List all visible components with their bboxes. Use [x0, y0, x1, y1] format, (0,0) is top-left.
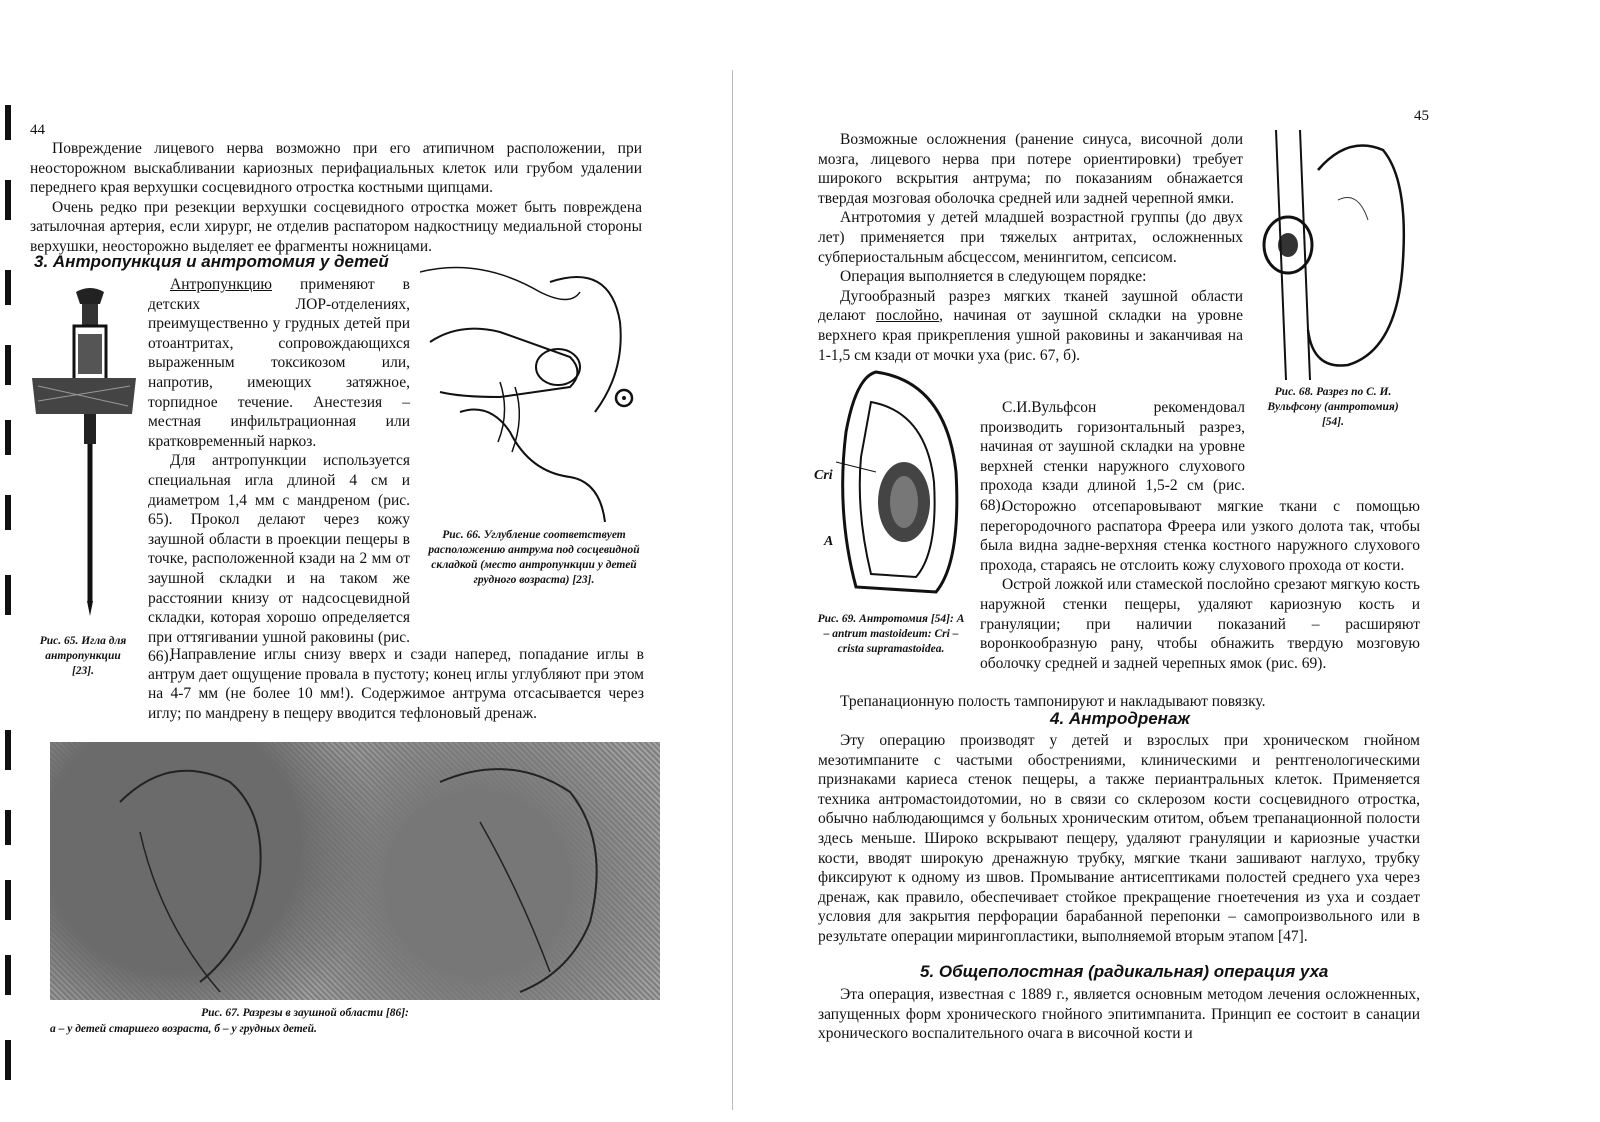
antrotomy-figure — [816, 362, 966, 602]
ear-figure — [1258, 130, 1408, 380]
section-heading: 5. Общеполостная (радикальная) операция уха — [920, 962, 1329, 981]
left-intro-text — [30, 139, 642, 257]
paragraph — [148, 275, 410, 451]
left-tail-text — [148, 645, 644, 723]
underlined-term: послойно — [876, 307, 940, 325]
right-page — [730, 0, 1600, 1122]
figure-caption: Рис. 66. Углубление соответствует расположению антрума под сосцевидной складкой (место антропункции у детей грудного возраста) [23]. — [428, 529, 640, 586]
paragraph: Трепанационную полость тампонируют и накладывают повязку. — [840, 693, 1266, 710]
right-bottom-text — [818, 731, 1420, 947]
section-heading: 3. Антропункция и антротомия у детей — [34, 252, 389, 271]
paragraph: Острой ложкой или стамеской послойно срезают мягкую кость наружной стенки пещеры, удаляют кариозную кость и грануляции; при наличии показаний – расширяют воронкообразную рану, чтобы обнажить твердую мозговую оболочку средней и задней черепных ямок (рис. 69). — [980, 576, 1420, 672]
figure-caption: а – у детей старшего возраста, б – у грудных детей. — [50, 1023, 317, 1035]
figure-label-a: A — [824, 534, 834, 549]
finger-figure — [420, 262, 650, 522]
paragraph: Очень редко при резекции верхушки сосцевидного отростка может быть повреждена затылочная артерия, если хирург, не отделив распатором надкостницу медиальной стороны верхушки, неосторожно выделяет ее фрагменты ножницами. — [30, 198, 642, 255]
paragraph: Направление иглы снизу вверх и сзади наперед, попадание иглы в антрум дает ощущение провала в пустоту; конец иглы углубляют при этом на 4-7 мм (не более 10 мм!). Содержимое антрума отсасывается через иглу; по мандрену в пещеру вводится тефлоновый дренаж. — [148, 646, 644, 722]
paragraph-text: , начиная от заушной складки на уровне верхнего края прикрепления ушной раковины и заканчивая на 1-1,5 см кзади от мочки уха (рис. 67, б). — [818, 307, 1243, 364]
paragraph: Повреждение лицевого нерва возможно при его атипичном расположении, при неосторожном выскабливании кариозных перифациальных клеток или грубом удалении переднего края верхушки сосцевидного отростка костными щипцами. — [30, 140, 642, 197]
paragraph: Эта операция, известная с 1889 г., является основным методом лечения осложненных, запущенных форм хронического гнойного эпитимпанита. Принцип ее состоит в санации хронического воспалительного очага в височной кости и — [818, 986, 1420, 1043]
section-heading: 4. Антродренаж — [1050, 709, 1190, 728]
paragraph: Антротомия у детей младшей возрастной группы (до двух лет) применяется при тяжелых антритах, осложненных субпериостальным абсцессом, менингитом, сепсисом. — [818, 209, 1243, 266]
needle-figure — [28, 286, 140, 626]
paragraph: Эту операцию производят у детей и взрослых при хроническом гнойном мезотимпаните с частыми обострениями, клиническими и рентгенологическими признаками кариеса стенок пещеры, а также периантральных клеток. Применяется техника антромастоидотомии, но в связи со склерозом кости сосцевидного отростка, обычно наблюдающимся у больных хроническим отитом, объем трепанационной полости здесь меньше. Широко вскрывают пещеру, удаляют грануляции и кариозные участки кости, вводят широкую дренажную трубку, мягкие ткани зашивают наглухо, трубку фиксируют к одному из швов. Промывание антисептиками полостей среднего уха через дренаж, как правило, обеспечивает стойкое прекращение гноетечения из уха и создает условия для закрытия перфорации барабанной перепонки – самопроизвольного или в результате операции мирингопластики, выполняемой вторым этапом [47]. — [818, 732, 1420, 945]
page-number: 45 — [1414, 108, 1429, 124]
figure-caption: Рис. 69. Антротомия [54]: A – antrum mastoideum: Cri – crista supramastoidea. — [817, 613, 965, 655]
left-page — [0, 0, 730, 1122]
paragraph: С.И.Вульфсон рекомендовал производить горизонтальный разрез, начиная от заушной складки на уровне верхней стенки наружного слухового прохода кзади длиной 1,5-2 см (рис. 68). — [980, 399, 1245, 514]
paragraph: Возможные осложнения (ранение синуса, височной доли мозга, лицевого нерва при потере ориентировки) требует широкого вскрытия антрума; по показаниям обнажается твердая мозговая оболочка средней или задней черепной ямки. — [818, 131, 1243, 207]
right-mid-text-2 — [980, 497, 1420, 673]
paragraph-text: Дугообразный разрез мягких тканей заушной области делают — [818, 287, 1243, 325]
left-main-text — [148, 275, 410, 667]
page-number: 44 — [30, 122, 45, 138]
figure-caption: Рис. 65. Игла для антропункции [23]. — [39, 635, 127, 677]
incision-photo — [50, 742, 660, 1000]
paragraph — [818, 287, 1243, 365]
figure-caption: Рис. 67. Разрезы в заушной области [86]: — [201, 1007, 409, 1019]
right-top-text — [818, 130, 1243, 365]
underlined-term: Антропункцию — [170, 276, 272, 293]
paragraph: Осторожно отсепаровывают мягкие ткани с помощью перегородочного распатора Фреера или узкого долота так, чтобы была видна задне-верхняя стенка костного наружного слухового прохода, стараясь не отслоить кожу слухового прохода от кости. — [980, 498, 1420, 574]
paragraph: Для антропункции используется специальная игла длиной 4 см и диаметром 1,4 мм с мандреном (рис. 65). Прокол делают через кожу заушной области в проекции пещеры в точке, расположенной кзади на 2 мм от заушной складки и на таком же расстоянии книзу от надсосцевидной складки, которая хорошо определяется при оттягивании ушной раковины (рис. 66). — [148, 452, 410, 666]
figure-caption: Рис. 68. Разрез по С. И. Вульфсону (антротомия) [54]. — [1267, 386, 1399, 428]
right-final-text — [818, 985, 1420, 1044]
paragraph-text: применяют в детских ЛОР-отделениях, преимущественно у грудных детей при отоантритах, сопровождающихся выраженным токсикозом или, напротив, имеющих затяжное, торпидное течение. Анестезия – местная инфильтрационная или кратковременный наркоз. — [148, 276, 410, 450]
paragraph: Операция выполняется в следующем порядке: — [840, 268, 1147, 286]
figure-label-cri: Cri — [814, 468, 833, 483]
